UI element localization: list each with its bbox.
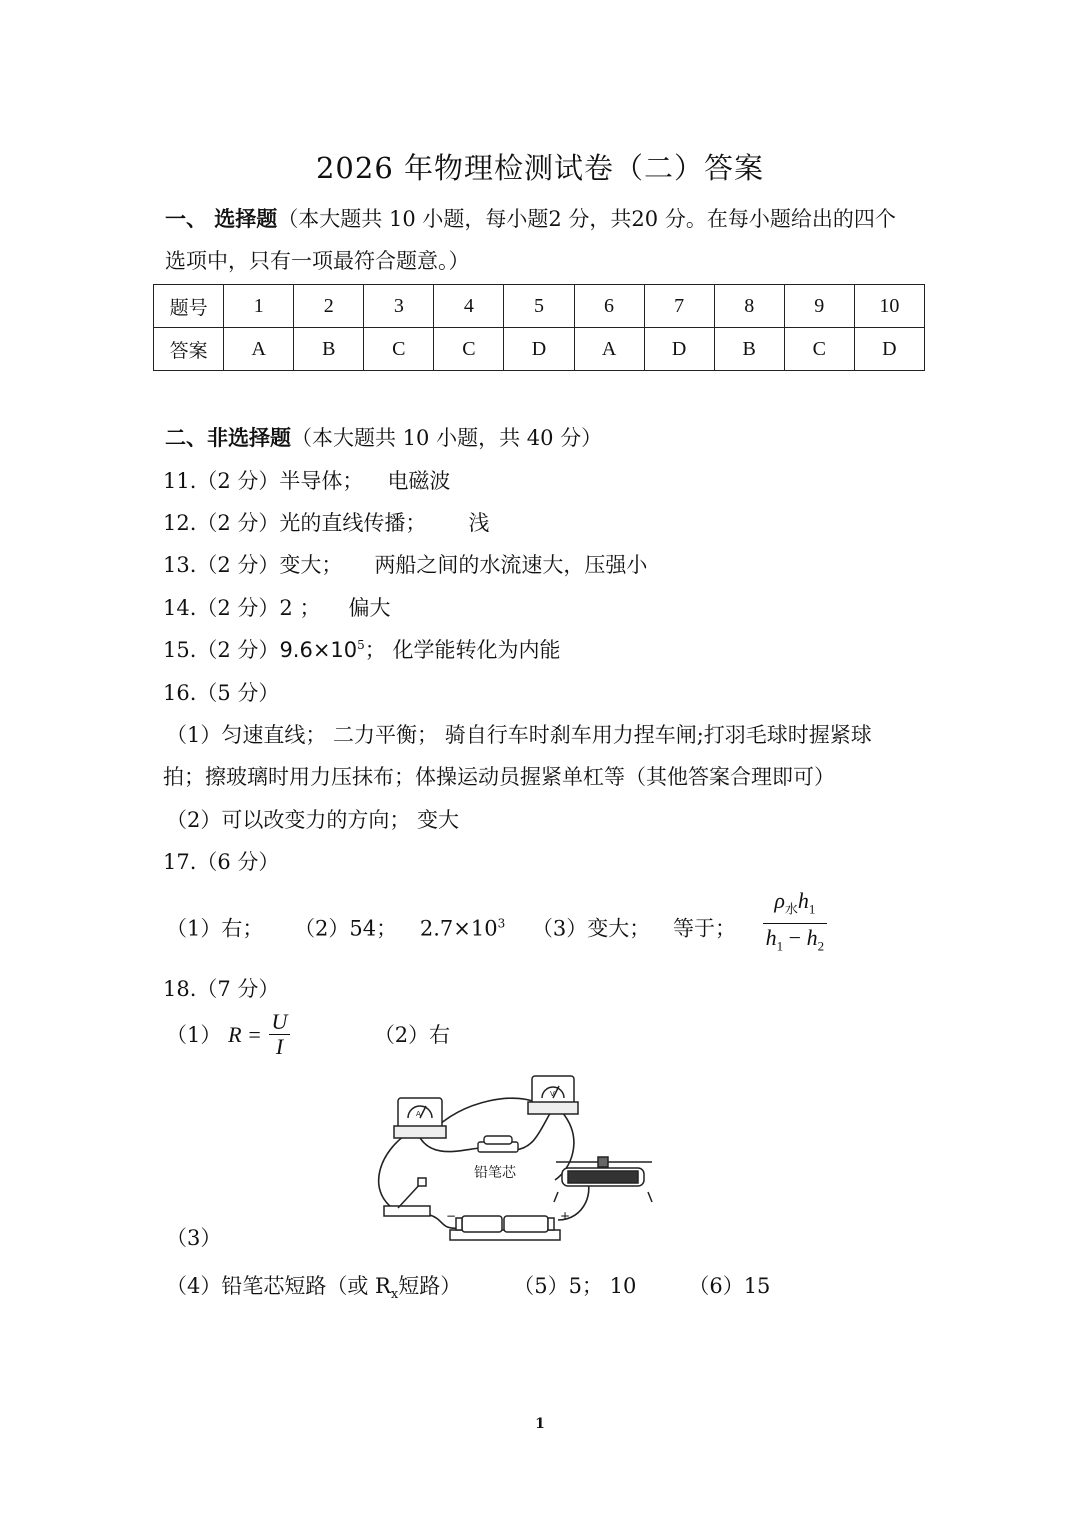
table-cell: 2 <box>294 285 364 328</box>
table-cell: D <box>854 328 924 371</box>
answer-18-line1 <box>166 1009 451 1064</box>
pencil-lead-label: 铅笔芯 <box>474 1165 516 1181</box>
battery-plus-sign: + <box>560 1209 571 1223</box>
table-row <box>154 328 925 371</box>
table-cell: A <box>574 328 644 371</box>
battery-holder-icon <box>450 1216 560 1240</box>
answer-16-p2: （2）可以改变力的方向； 变大 <box>166 808 460 832</box>
answer-14-part1: 14.（2 分）2 ； <box>163 596 321 620</box>
answer-15-part2: ； 化学能转化为内能 <box>364 638 561 662</box>
section2-heading: 二、非选择题 <box>165 425 291 450</box>
table-cell: D <box>504 328 574 371</box>
battery-minus-sign: − <box>446 1209 457 1223</box>
answer-18-part2: （2）右 <box>373 1023 451 1047</box>
ohm-fraction <box>269 1010 291 1059</box>
ammeter-letter: A <box>416 1110 421 1118</box>
table-header-cell: 答案 <box>154 328 224 371</box>
h2-symbol: h <box>806 925 818 951</box>
rx-subscript: x <box>390 1287 399 1303</box>
answer-17-part5: 等于； <box>672 916 736 941</box>
table-cell: A <box>224 328 294 371</box>
wire <box>379 1132 410 1210</box>
table-cell: C <box>784 328 854 371</box>
fraction-denominator <box>763 924 827 960</box>
section1-heading: 一、 选择题 <box>165 206 278 231</box>
answer-18-line4 <box>166 1270 770 1302</box>
answer-15-exponent: 5 <box>357 638 365 652</box>
section2-desc: （本大题共 10 小题，共 40 分） <box>291 426 603 450</box>
h2-subscript: 2 <box>817 938 825 954</box>
formula-lhs: R = <box>228 1022 262 1047</box>
answer-13-part2: 两船之间的水流速大，压强小 <box>374 553 648 577</box>
table-cell: 8 <box>714 285 784 328</box>
ammeter-icon <box>394 1098 446 1138</box>
table-cell: 4 <box>434 285 504 328</box>
answer-14-part2: 偏大 <box>348 596 391 620</box>
answer-13-part1: 13.（2 分）变大； <box>163 553 343 577</box>
table-cell: D <box>644 328 714 371</box>
table-cell: 3 <box>364 285 434 328</box>
table-cell: B <box>294 328 364 371</box>
voltmeter-icon <box>528 1076 578 1114</box>
answer-17-part4: （3）变大； <box>531 916 651 941</box>
wire <box>515 1110 552 1150</box>
answer-17-part3: 2.7×10 <box>419 916 498 941</box>
answer-18-part4-end: 短路） <box>398 1274 462 1298</box>
answer-17-head: 17.（6 分） <box>163 850 280 874</box>
answer-17-part1: （1）右； <box>166 916 264 941</box>
table-cell: 6 <box>574 285 644 328</box>
answer-16-p1b: 拍；擦玻璃时用力压抹布；体操运动员握紧单杠等（其他答案合理即可） <box>163 765 835 789</box>
formula-numerator: U <box>269 1010 291 1035</box>
section1-desc-line1: （本大题共 10 小题，每小题2 分，共20 分。在每小题给出的四个 <box>277 207 896 231</box>
answer-17-part2: （2）54； <box>294 916 398 941</box>
section1-desc-line2: 选项中，只有一项最符合题意。） <box>165 249 470 273</box>
formula-denominator: I <box>275 1034 284 1059</box>
answer-11-part2: 电磁波 <box>387 469 451 493</box>
table-cell: C <box>364 328 434 371</box>
answer-15 <box>163 634 560 664</box>
answer-18-part4: （4）铅笔芯短路（或 R <box>166 1274 391 1298</box>
answer-18-part3: （3） <box>166 1226 222 1250</box>
answer-13 <box>163 549 647 579</box>
answer-11 <box>163 465 450 495</box>
page-title: 2026 年物理检测试卷（二）答案 <box>315 151 765 185</box>
answer-17-exponent: 3 <box>497 916 506 931</box>
answer-12-part2: 浅 <box>468 511 490 535</box>
table-cell: 1 <box>224 285 294 328</box>
answer-18-part6: （6）15 <box>688 1274 771 1298</box>
table-cell: 10 <box>854 285 924 328</box>
table-row <box>154 285 925 328</box>
answer-12 <box>163 507 489 537</box>
answer-12-part1: 12.（2 分）光的直线传播； <box>163 511 427 535</box>
pencil-lead-icon <box>478 1136 518 1152</box>
density-fraction <box>763 887 827 961</box>
answer-15-value: 9.6×10 <box>279 638 358 662</box>
table-cell: B <box>714 328 784 371</box>
table-header-cell: 题号 <box>154 285 224 328</box>
table-cell: C <box>434 328 504 371</box>
wire <box>432 1098 540 1132</box>
page-number: 1 <box>535 1416 545 1432</box>
table-cell: 7 <box>644 285 714 328</box>
answer-15-part1: 15.（2 分） <box>163 638 280 662</box>
h-subscript: 1 <box>808 901 816 917</box>
table-cell: 5 <box>504 285 574 328</box>
fraction-numerator <box>763 887 827 924</box>
answer-18-head: 18.（7 分） <box>163 977 280 1001</box>
answer-17-body <box>166 888 827 954</box>
answer-11-part1: 11.（2 分）半导体； <box>163 469 364 493</box>
minus-symbol: − <box>783 925 807 951</box>
answer-18-part1: （1） <box>166 1023 222 1047</box>
table-cell: 9 <box>784 285 854 328</box>
h1-subscript: 1 <box>776 938 784 954</box>
switch-icon <box>384 1178 430 1216</box>
answer-16-head: 16.（5 分） <box>163 681 280 705</box>
water-subscript: 水 <box>784 901 798 917</box>
circuit-diagram <box>370 1070 670 1245</box>
rho-symbol: ρ <box>774 888 785 913</box>
section1-intro <box>165 198 935 240</box>
voltmeter-letter: V <box>550 1090 555 1098</box>
h-symbol: h <box>797 888 809 913</box>
h1-symbol: h <box>765 925 777 951</box>
answer-16-p1: （1）匀速直线； 二力平衡； 骑自行车时刹车用力捏车闸;打羽毛球时握紧球 <box>166 723 872 747</box>
section2-intro <box>165 422 602 452</box>
answer-table <box>153 284 925 371</box>
answer-18-part5: （5）5； 10 <box>513 1274 637 1298</box>
answer-14 <box>163 592 390 622</box>
